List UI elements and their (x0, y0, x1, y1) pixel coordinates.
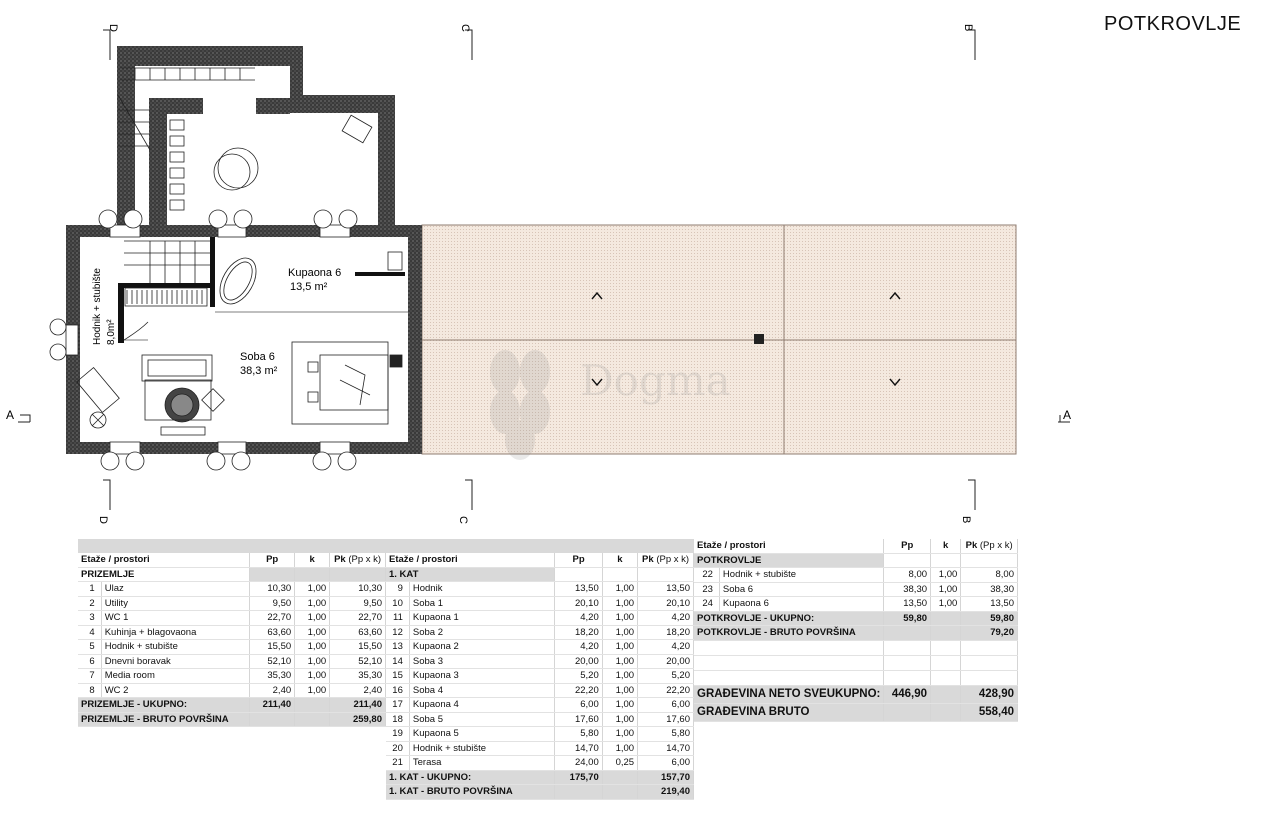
area-table-potkrovlje: Etaže / prostori Pp k Pk (Pp x k) POTKROVLJE 22 Hodnik + stubište 8,00 1,00 8,00 23 Soba 6 38,30 1,00 38,30 24 Kupaona 6 13,50 1,00 13,50 POTKROVLJE - UKUPNO: 59,80 59,80 POTKROVLJE - BRUTO POVRŠINA 79,20 GRAĐEVINA NETO SVEUKUPNO: 446,90 428,90 GRAĐEVINA BRUTO 558,40 (694, 539, 1018, 722)
bruto-row: POTKROVLJE - BRUTO POVRŠINA 79,20 (694, 626, 1018, 641)
table-header: Etaže / prostori Pp k Pk (Pp x k) (694, 539, 1018, 553)
room-area-soba-6: 38,3 m² (240, 365, 278, 377)
table-row: 11 Kupaona 1 4,20 1,00 4,20 (386, 611, 694, 626)
area-table-prizemlje: Etaže / prostori Pp k Pk (Pp x k) PRIZEMLJE 1 Ulaz 10,30 1,00 10,30 2 Utility 9,50 1,00 9,50 3 WC 1 22,70 1,00 22,70 4 Kuhinja + blagovaona 63,60 1,00 63,60 5 Hodnik + stubište 15,50 1,00 15,50 6 Dnevni boravak 52,10 1,00 52,10 7 Media room 35,30 1,00 35,30 8 WC 2 2,40 1,00 2,40 PRIZEMLJE - UKUPNO: 211,40 211,40 PRIZEMLJE - BRUTO POVRŠINA 259,80 (78, 539, 386, 727)
area-table-kat: Etaže / prostori Pp k Pk (Pp x k) 1. KAT 9 Hodnik 13,50 1,00 13,50 10 Soba 1 20,10 1,00 20,10 11 Kupaona 1 4,20 1,00 4,20 12 Soba 2 18,20 1,00 18,20 13 Kupaona 2 4,20 1,00 4,20 14 Soba 3 20,00 1,00 20,00 15 Kupaona 3 5,20 1,00 5,20 16 Soba 4 22,20 1,00 22,20 17 Kupaona 4 6,00 1,00 6,00 18 Soba 5 17,60 1,00 17,60 19 Kupaona 5 5,80 1,00 5,80 20 Hodnik + stubište 14,70 1,00 14,70 21 Terasa 24,00 0,25 6,00 1. KAT - UKUPNO: 175,70 157,70 1. KAT - BRUTO POVRŠINA 219,40 (386, 539, 694, 800)
table-row: 5 Hodnik + stubište 15,50 1,00 15,50 (78, 640, 386, 655)
section-mark-c-bottom: C (457, 516, 469, 524)
table-header: Etaže / prostori Pp k Pk (Pp x k) (78, 553, 386, 567)
table-row: 14 Soba 3 20,00 1,00 20,00 (386, 654, 694, 669)
gross-total-row: GRAĐEVINA BRUTO 558,40 (694, 703, 1018, 721)
table-row: 1 Ulaz 10,30 1,00 10,30 (78, 582, 386, 597)
section-mark-c-top: C (459, 24, 471, 32)
table-row: 7 Media room 35,30 1,00 35,30 (78, 669, 386, 684)
table-row: 17 Kupaona 4 6,00 1,00 6,00 (386, 698, 694, 713)
room-area-hodnik: 8,0m² (106, 319, 117, 345)
table-row: 23 Soba 6 38,30 1,00 38,30 (694, 582, 1018, 597)
section-mark-a-right: A (1063, 408, 1072, 422)
table-row: 13 Kupaona 2 4,20 1,00 4,20 (386, 640, 694, 655)
section-mark-a-left: A (6, 408, 15, 422)
section-mark-d-top: D (107, 24, 119, 32)
table-row: 16 Soba 4 22,20 1,00 22,20 (386, 683, 694, 698)
table-header: Etaže / prostori Pp k Pk (Pp x k) (386, 553, 694, 567)
total-row: POTKROVLJE - UKUPNO: 59,80 59,80 (694, 611, 1018, 626)
table-row: 3 WC 1 22,70 1,00 22,70 (78, 611, 386, 626)
table-row: 21 Terasa 24,00 0,25 6,00 (386, 756, 694, 771)
room-name-kupaona-6: Kupaona 6 (288, 267, 342, 279)
room-area-kupaona-6: 13,5 m² (290, 281, 328, 293)
total-row: 1. KAT - UKUPNO: 175,70 157,70 (386, 770, 694, 785)
section-mark-b-top: B (962, 24, 974, 32)
room-name-hodnik: Hodnik + stubište (92, 268, 103, 345)
section-mark-d-bottom: D (97, 516, 109, 524)
table-row: 22 Hodnik + stubište 8,00 1,00 8,00 (694, 568, 1018, 583)
watermark-text: Dogma (580, 356, 731, 405)
bruto-row: PRIZEMLJE - BRUTO POVRŠINA 259,80 (78, 712, 386, 727)
bruto-row: 1. KAT - BRUTO POVRŠINA 219,40 (386, 785, 694, 800)
table-row: 18 Soba 5 17,60 1,00 17,60 (386, 712, 694, 727)
table-row: 19 Kupaona 5 5,80 1,00 5,80 (386, 727, 694, 742)
table-row: 20 Hodnik + stubište 14,70 1,00 14,70 (386, 741, 694, 756)
table-row: 8 WC 2 2,40 1,00 2,40 (78, 683, 386, 698)
page-title: POTKROVLJE (1104, 13, 1242, 35)
table-row: 4 Kuhinja + blagovaona 63,60 1,00 63,60 (78, 625, 386, 640)
total-row: PRIZEMLJE - UKUPNO: 211,40 211,40 (78, 698, 386, 713)
table-row: 2 Utility 9,50 1,00 9,50 (78, 596, 386, 611)
section-mark-b-bottom: B (960, 516, 972, 524)
stair-tower (117, 46, 395, 225)
table-row: 12 Soba 2 18,20 1,00 18,20 (386, 625, 694, 640)
table-row: 24 Kupaona 6 13,50 1,00 13,50 (694, 597, 1018, 612)
room-name-soba-6: Soba 6 (240, 351, 275, 363)
table-row: 6 Dnevni boravak 52,10 1,00 52,10 (78, 654, 386, 669)
table-row: 10 Soba 1 20,10 1,00 20,10 (386, 596, 694, 611)
table-row: 15 Kupaona 3 5,20 1,00 5,20 (386, 669, 694, 684)
neto-total-row: GRAĐEVINA NETO SVEUKUPNO: 446,90 428,90 (694, 685, 1018, 703)
table-row: 9 Hodnik 13,50 1,00 13,50 (386, 582, 694, 597)
house-walls (66, 225, 422, 454)
